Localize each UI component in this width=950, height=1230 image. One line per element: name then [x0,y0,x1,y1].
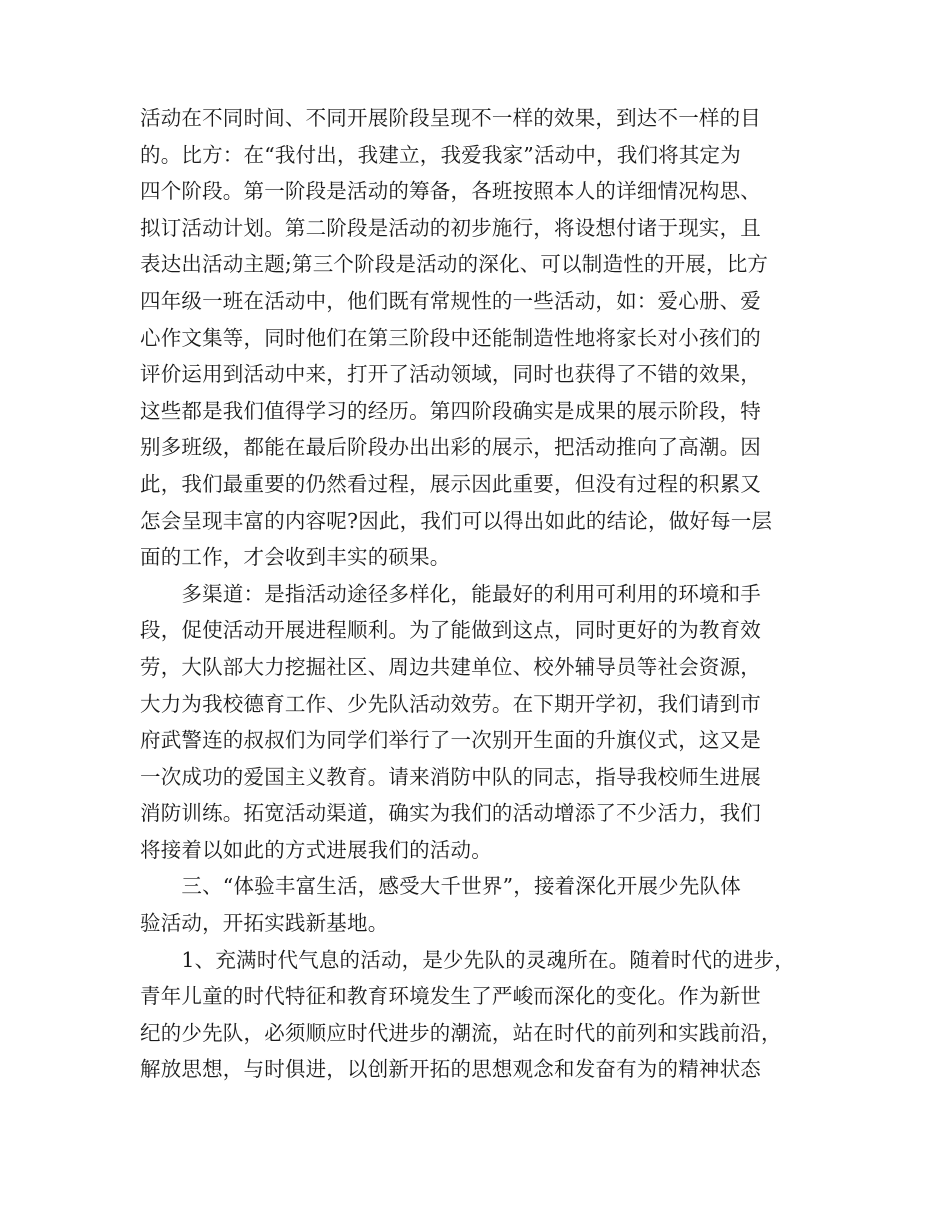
text-line: 四年级一班在活动中，他们既有常规性的一些活动，如：爱心册、爱 [140,288,761,313]
paragraph-activity-stages [140,100,810,576]
text-line: 拟订活动计划。第二阶段是活动的初步施行，将设想付诸于现实，且 [140,215,761,240]
text-line: 大力为我校德育工作、少先队活动效劳。在下期开学初，我们请到市 [140,691,761,716]
text-line: 府武警连的叔叔们为同学们举行了一次别开生面的升旗仪式，这又是 [140,728,761,753]
text-line: 四个阶段。第一阶段是活动的筹备，各班按照本人的详细情况构思、 [140,179,761,204]
document-page [140,100,810,1088]
text-line: 活动在不同时间、不同开展阶段呈现不一样的效果，到达不一样的目 [140,106,761,130]
text-line: 1、充满时代气息的活动，是少先队的灵魂所在。随着时代的进步， [140,947,795,972]
section-heading-three [140,868,810,941]
text-line: 劳，大队部大力挖掘社区、周边共建单位、校外辅导员等社会资源， [140,654,761,679]
text-line: 一次成功的爱国主义教育。请来消防中队的同志，指导我校师生进展 [140,764,761,789]
text-line: 怎会呈现丰富的内容呢?因此，我们可以得出如此的结论，做好每一层 [140,508,773,533]
text-line: 此，我们最重要的仍然看过程，展示因此重要，但没有过程的积累又 [140,471,761,496]
text-line: 心作文集等，同时他们在第三阶段中还能制造性地将家长对小孩们的 [140,325,761,350]
text-line: 别多班级，都能在最后阶段办出出彩的展示，把活动推向了高潮。因 [140,435,761,460]
text-line: 段，促使活动开展进程顺利。为了能做到这点，同时更好的为教育效 [140,618,761,643]
text-line: 的。比方：在“我付出，我建立，我爱我家”活动中，我们将其定为 [140,142,741,167]
text-line: 表达出活动主题;第三个阶段是活动的深化、可以制造性的开展，比方 [140,252,769,277]
text-line: 三、“体验丰富生活，感受大千世界”，接着深化开展少先队体 [140,874,741,899]
text-line: 消防训练。拓宽活动渠道，确实为我们的活动增添了不少活力，我们 [140,801,761,826]
text-line: 多渠道：是指活动途径多样化，能最好的利用可利用的环境和手 [140,581,761,606]
text-line: 纪的少先队，必须顺应时代进步的潮流，站在时代的前列和实践前沿， [140,1020,782,1045]
text-line: 解放思想，与时俱进，以创新开拓的思想观念和发奋有为的精神状态 [140,1057,761,1082]
text-line: 青年儿童的时代特征和教育环境发生了严峻而深化的变化。作为新世 [140,984,761,1009]
text-line: 这些都是我们值得学习的经历。第四阶段确实是成果的展示阶段，特 [140,398,761,423]
text-line: 验活动，开拓实践新基地。 [140,911,389,936]
text-line: 面的工作，才会收到丰实的硕果。 [140,545,451,570]
paragraph-multi-channel [140,576,810,869]
paragraph-item-one [140,942,810,1088]
text-line: 将接着以如此的方式进展我们的活动。 [140,837,492,862]
text-line: 评价运用到活动中来，打开了活动领域，同时也获得了不错的效果， [140,362,761,387]
